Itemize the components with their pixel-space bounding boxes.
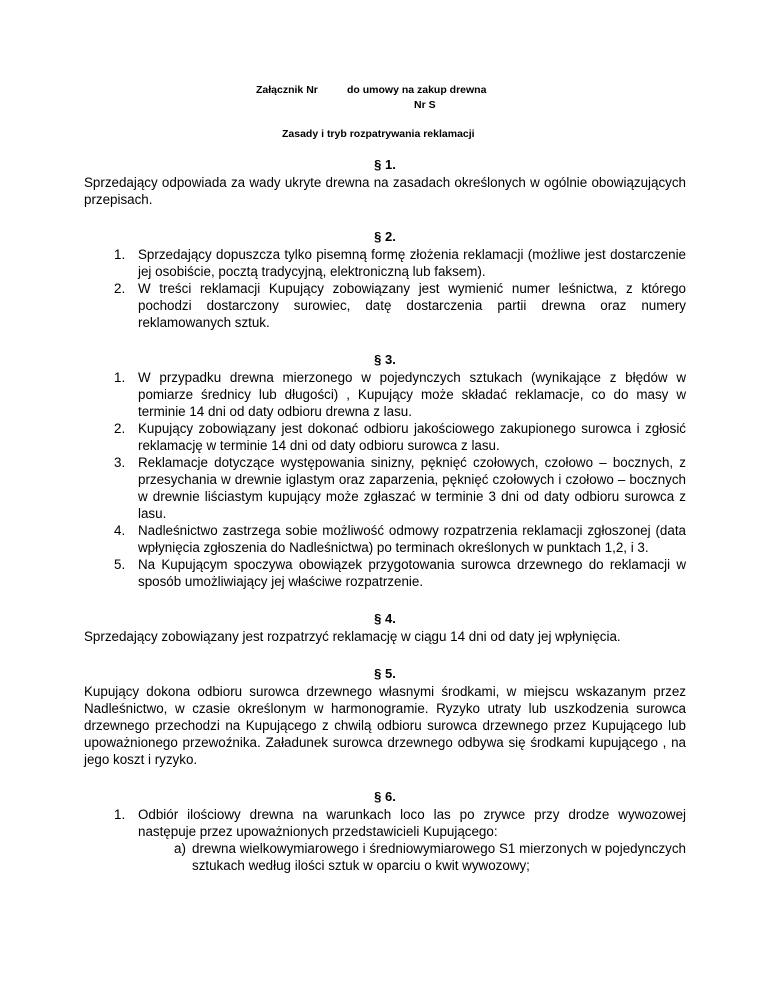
item-number: 5.	[114, 557, 126, 572]
section-4	[84, 610, 686, 645]
sub-item-text: drewna wielkowymiarowego i średniowymiarowego S1 mierzonych w pojedynczych sztukach według ilości sztuk w oparciu o kwit wywozowy;	[192, 841, 686, 873]
item-text: W treści reklamacji Kupujący zobowiązany jest wymienić numer leśnictwa, z którego pochodzi dostarczony surowiec, datę dostarczenia partii drewna oraz numery reklamowanych sztuk.	[138, 281, 686, 330]
section-4-title: § 4.	[374, 611, 396, 626]
section-2	[84, 228, 686, 331]
sub-item-letter: a)	[174, 841, 186, 856]
section-3-list	[84, 369, 686, 590]
list-item	[114, 454, 686, 522]
list-item	[114, 369, 686, 420]
item-number: 3.	[114, 455, 126, 470]
item-number: 1.	[114, 807, 126, 822]
section-3	[84, 351, 686, 590]
section-1-title: § 1.	[374, 157, 396, 172]
section-2-list	[84, 246, 686, 331]
contract-number: Nr S	[414, 99, 436, 111]
item-number: 1.	[114, 247, 126, 262]
item-text: Nadleśnictwo zastrzega sobie możliwość odmowy rozpatrzenia reklamacji zgłoszonej (data wpłynięcia zgłoszenia do Nadleśnictwa) po terminach określonych w punktach 1,2, i 3.	[138, 523, 686, 555]
list-item	[114, 280, 686, 331]
section-1	[84, 156, 686, 208]
item-number: 4.	[114, 523, 126, 538]
item-text: W przypadku drewna mierzonego w pojedynczych sztukach (wynikające z błędów w pomiarze średnicy lub długości) , Kupujący może składać reklamacje, co do masy w terminie 14 dni od daty odbioru drewna z lasu.	[138, 370, 686, 419]
section-6-title: § 6.	[374, 789, 396, 804]
item-text: Kupujący zobowiązany jest dokonać odbioru jakościowego zakupionego surowca i zgłosić reklamację w terminie 14 dni od daty odbioru surowca z lasu.	[138, 421, 686, 453]
section-5-title: § 5.	[374, 666, 396, 681]
item-number: 2.	[114, 421, 126, 436]
list-item	[114, 806, 686, 874]
section-5	[84, 665, 686, 768]
item-number: 2.	[114, 281, 126, 296]
section-6	[84, 788, 686, 874]
list-item	[114, 522, 686, 556]
item-number: 1.	[114, 370, 126, 385]
annex-label: Załącznik Nr	[256, 84, 318, 96]
list-item	[114, 556, 686, 590]
sub-list-item	[174, 840, 686, 874]
document-subtitle: Zasady i tryb rozpatrywania reklamacji	[282, 128, 475, 140]
section-3-title: § 3.	[374, 352, 396, 367]
item-text: Reklamacje dotyczące występowania sinizny, pęknięć czołowych, czołowo – bocznych, z przesychania w drewnie iglastym oraz zaparzenia, pęknięć czołowych i czołowo – bocznych w drewnie liściastym kupujący może zgłaszać w terminie 3 dni od daty odbioru surowca z lasu.	[138, 455, 686, 521]
list-item	[114, 420, 686, 454]
item-text: Sprzedający dopuszcza tylko pisemną formę złożenia reklamacji (możliwe jest dostarczenie jej osobiście, pocztą tradycyjną, elektroniczną lub faksem).	[138, 247, 686, 279]
section-4-text: Sprzedający zobowiązany jest rozpatrzyć reklamację w ciągu 14 dni od daty jej wpłynięcia.	[84, 629, 621, 644]
list-item	[114, 246, 686, 280]
document-body	[84, 156, 686, 894]
section-1-text: Sprzedający odpowiada za wady ukryte drewna na zasadach określonych w ogólnie obowiązujących przepisach.	[84, 175, 686, 207]
section-6-list	[84, 806, 686, 874]
item-text: Odbiór ilościowy drewna na warunkach loco las po zrywce przy drodze wywozowej następuje przez upoważnionych przedstawicieli Kupującego:	[138, 807, 686, 839]
annex-description: do umowy na zakup drewna	[347, 84, 487, 96]
item-text: Na Kupującym spoczywa obowiązek przygotowania surowca drzewnego do reklamacji w sposób umożliwiający jej właściwe rozpatrzenie.	[138, 557, 686, 589]
section-6-sublist	[138, 840, 686, 874]
section-2-title: § 2.	[374, 229, 396, 244]
section-5-text: Kupujący dokona odbioru surowca drzewnego własnymi środkami, w miejscu wskazanym przez Nadleśnictwo, w czasie określonym w harmonogramie. Ryzyko utraty lub uszkodzenia surowca drzewnego przechodzi na Kupującego z chwilą odbioru surowca drzewnego przez Kupującego lub upoważnionego przewoźnika. Załadunek surowca drzewnego odbywa się środkami kupującego , na jego koszt i ryzyko.	[84, 684, 686, 767]
